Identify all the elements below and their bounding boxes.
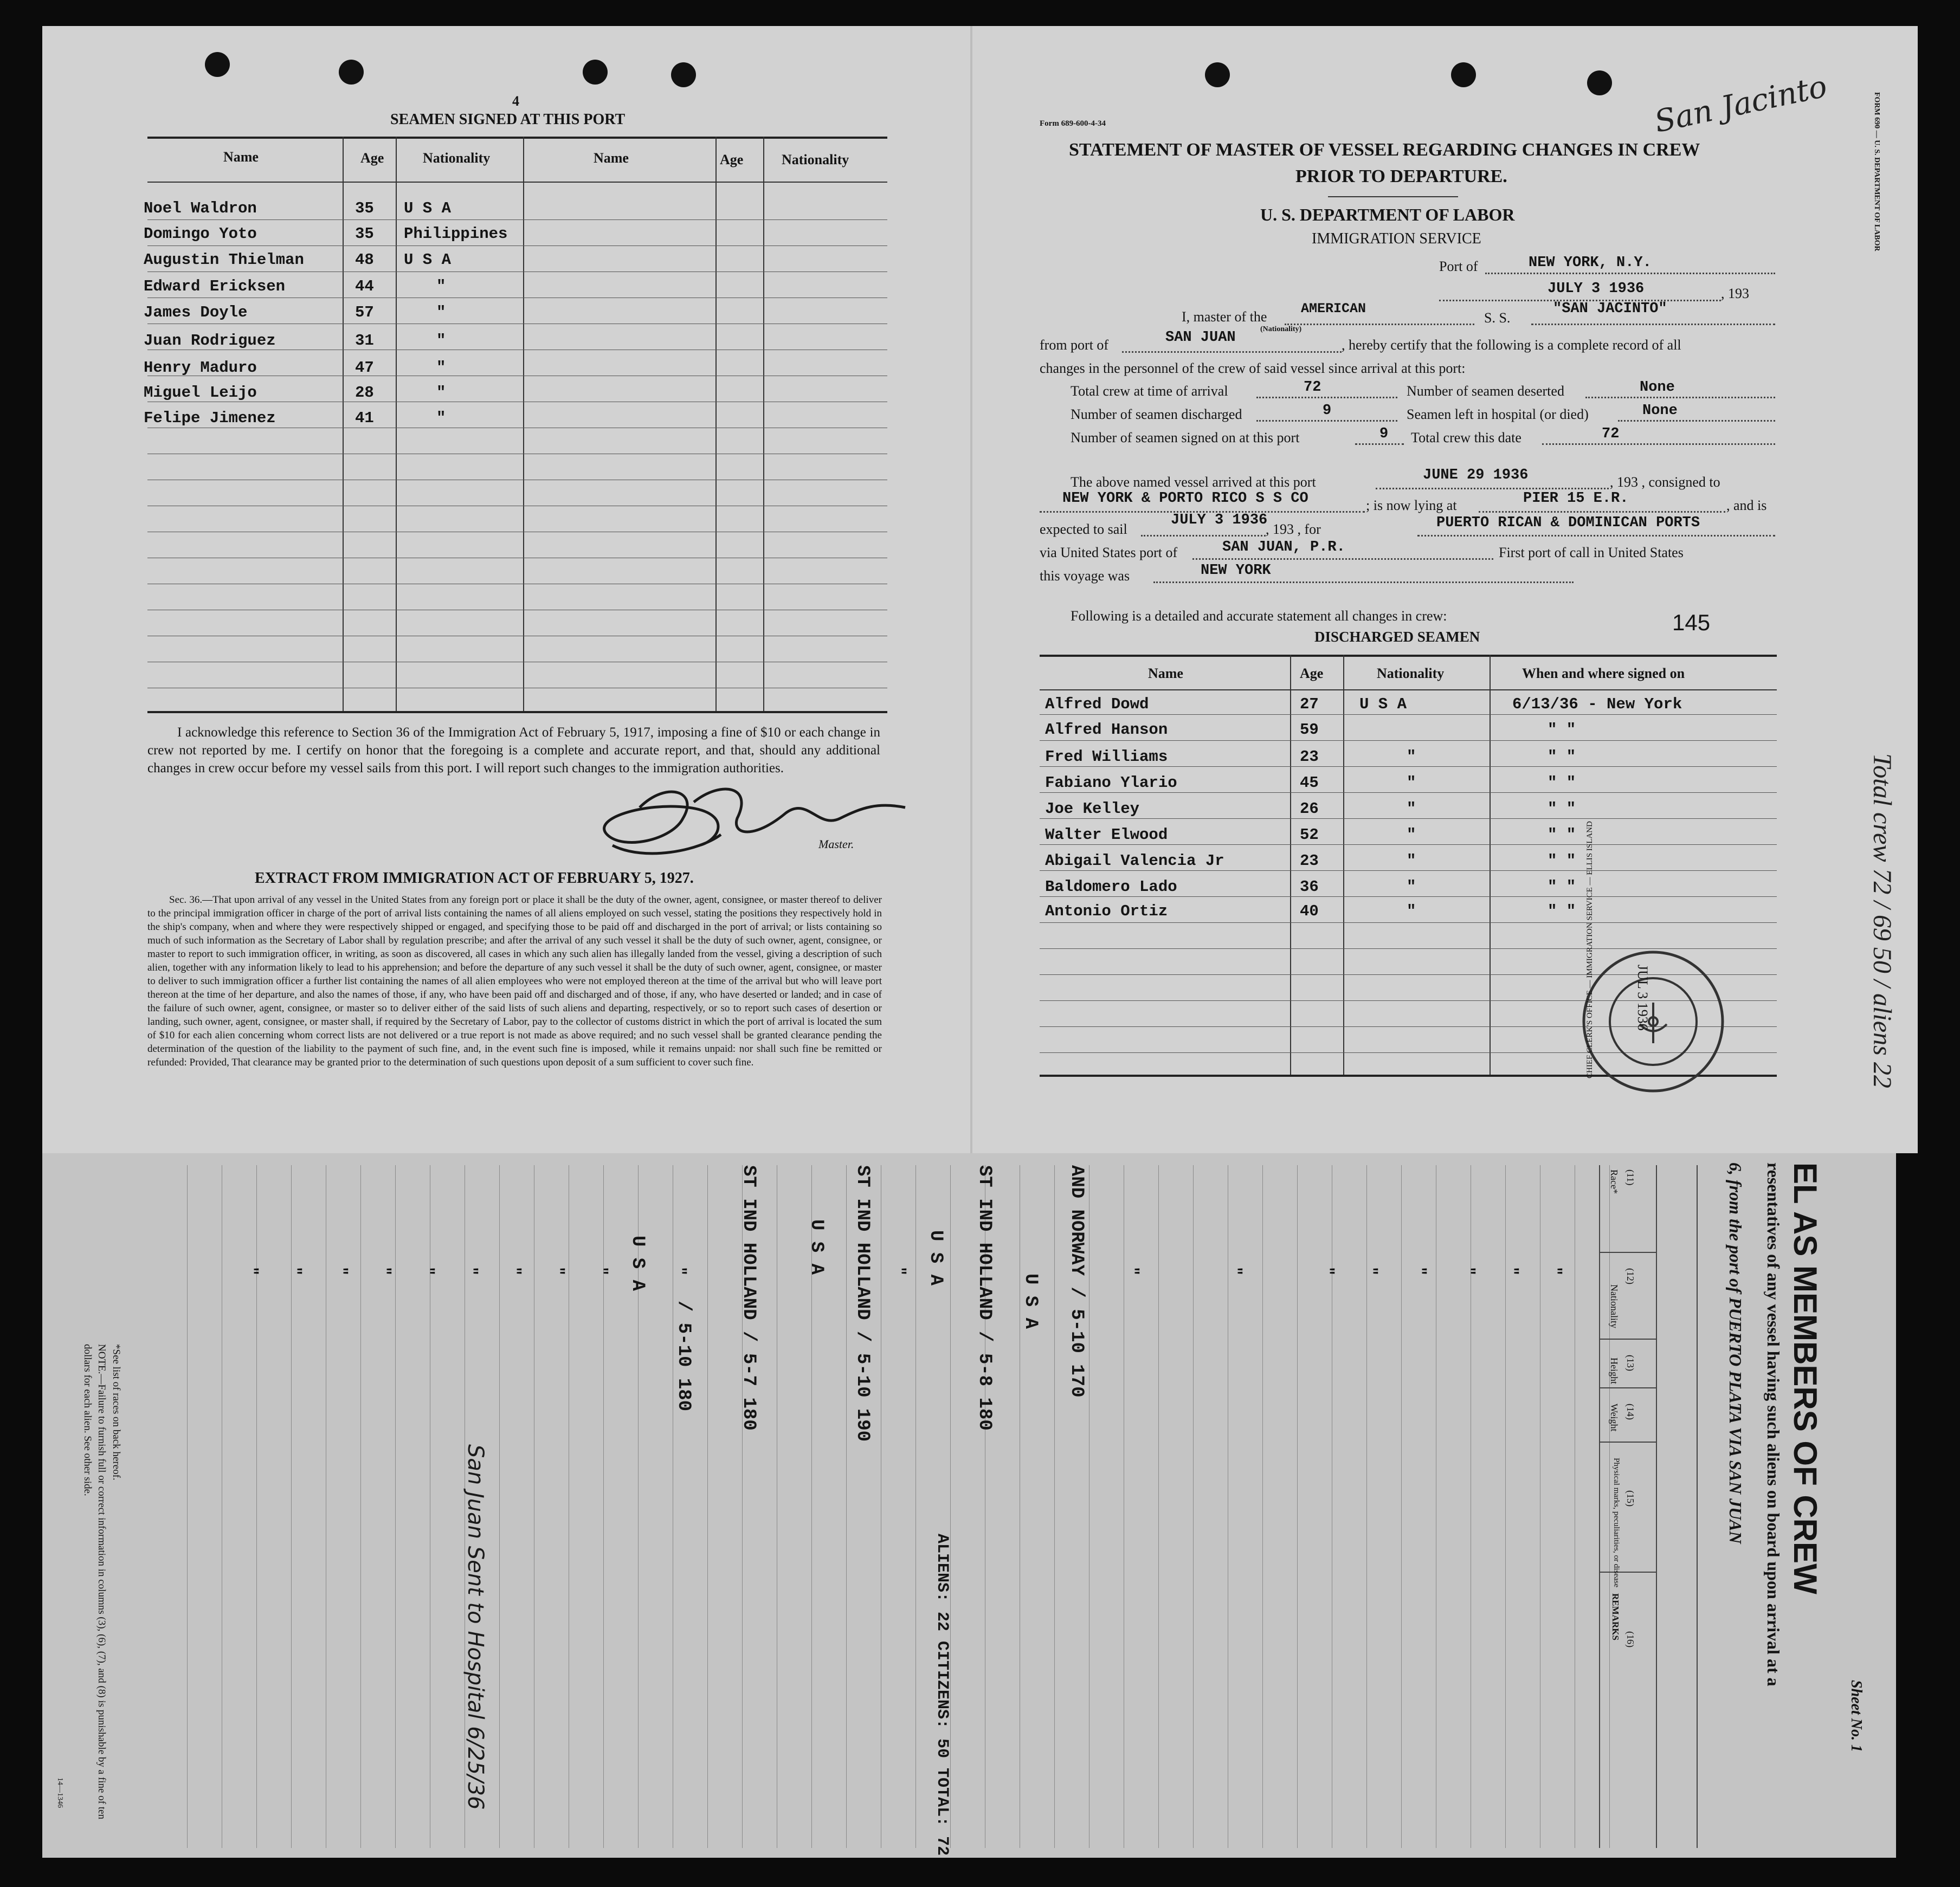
seaman-age: 26 xyxy=(1300,800,1319,818)
manifest-rule-line xyxy=(1401,1165,1402,1848)
col-number: (14) xyxy=(1625,1404,1636,1420)
seaman-name: Felipe Jimenez xyxy=(144,409,276,427)
nationality-caption: (Nationality) xyxy=(1260,325,1302,333)
manifest-header-rule xyxy=(1656,1165,1657,1848)
seaman-age: 41 xyxy=(355,409,374,427)
vessel-name: "SAN JACINTO" xyxy=(1553,301,1667,317)
seaman-signed-on: " " xyxy=(1548,748,1576,766)
ditto-mark: " xyxy=(418,1266,436,1276)
ditto-mark: " xyxy=(286,1266,303,1276)
ss-label: S. S. xyxy=(1484,310,1511,326)
arrived-label: The above named vessel arrived at this port xyxy=(1071,474,1316,490)
seaman-age: 57 xyxy=(355,303,374,321)
seaman-name: Joe Kelley xyxy=(1045,800,1140,818)
seaman-age: 52 xyxy=(1300,826,1319,844)
department-name: U. S. DEPARTMENT OF LABOR xyxy=(1260,205,1515,224)
table-rule-line xyxy=(147,245,887,246)
seaman-age: 36 xyxy=(1300,878,1319,896)
ditto-mark: " xyxy=(332,1266,349,1276)
page-number: 4 xyxy=(512,93,519,109)
from-port-value: SAN JUAN xyxy=(1165,329,1236,346)
deserted-label: Number of seamen deserted xyxy=(1407,383,1564,399)
manifest-header-rule xyxy=(1599,1339,1656,1340)
form-number: Form 689-600-4-34 xyxy=(1040,119,1106,128)
seaman-signed-on: " " xyxy=(1548,878,1576,896)
ditto-mark: " xyxy=(1318,1266,1336,1276)
seaman-nationality: Philippines xyxy=(404,225,508,243)
seaman-signed-on: " " xyxy=(1548,721,1576,739)
and-is-label: , and is xyxy=(1726,497,1767,513)
manifest-rule-line xyxy=(1158,1165,1159,1848)
seaman-nationality: " xyxy=(1407,748,1416,766)
margin-form-label: FORM 690 — U. S. DEPARTMENT OF LABOR xyxy=(1873,92,1881,251)
signed-on-label: Number of seamen signed on at this port xyxy=(1071,430,1300,445)
manifest-entry: / 5-10 180 xyxy=(673,1301,694,1412)
col-header-age: Age xyxy=(1300,665,1324,681)
master-of-label: I, master of the xyxy=(1182,309,1267,325)
discharged-value: 9 xyxy=(1323,403,1332,419)
col-title-nationality: Nationality xyxy=(1609,1284,1620,1328)
manifest-rule-line xyxy=(1054,1165,1055,1848)
consignee-value: NEW YORK & PORTO RICO S S CO xyxy=(1062,490,1308,507)
seaman-name: Miguel Leijo xyxy=(144,384,257,402)
manifest-totals: ALIENS: 22 CITIZENS: 50 TOTAL: 72 xyxy=(933,1534,951,1856)
seaman-name: Abigail Valencia Jr xyxy=(1045,852,1224,870)
col-title-race: Race* xyxy=(1609,1169,1620,1194)
manifest-rule-line xyxy=(395,1165,396,1848)
manifest-header-rule xyxy=(1599,1165,1600,1848)
seaman-signed-on: " " xyxy=(1548,826,1576,844)
manifest-rule-line xyxy=(187,1165,188,1848)
seaman-nationality: U S A xyxy=(404,199,452,217)
stamp-number: 145 xyxy=(1672,610,1711,635)
seaman-nationality: " xyxy=(436,277,446,295)
seaman-age: 40 xyxy=(1300,902,1319,920)
seaman-nationality: " xyxy=(436,359,446,377)
handwritten-margin-note: Total crew 72 / 69 50 / aliens 22 xyxy=(1868,753,1897,1088)
punch-hole xyxy=(1451,62,1476,87)
seaman-age: 31 xyxy=(355,332,374,350)
ditto-mark: " xyxy=(670,1266,688,1276)
seaman-nationality: " xyxy=(1407,878,1416,896)
manifest-entry: U S A xyxy=(627,1236,648,1291)
manifest-entry: AND NORWAY / 5-10 170 xyxy=(1066,1165,1087,1398)
footnote-races: *See list of races on back hereof. xyxy=(111,1344,122,1481)
ditto-mark: " xyxy=(549,1266,566,1276)
seaman-age: 44 xyxy=(355,277,374,295)
handwritten-vessel-name: San Jacinto xyxy=(1651,69,1830,140)
col-title-weight: Weight xyxy=(1609,1404,1620,1432)
signed-on-value: 9 xyxy=(1379,426,1389,442)
manifest-entry: U S A xyxy=(1020,1274,1041,1329)
table-rule-line xyxy=(1040,896,1777,897)
lying-label: ; is now lying at xyxy=(1366,497,1457,513)
page-fold xyxy=(970,26,972,1153)
arrived-value: JUNE 29 1936 xyxy=(1423,467,1529,483)
table-rule-line xyxy=(1040,844,1777,845)
acknowledgement-text: I acknowledge this reference to Section 36 of the Immigration Act of February 5, 1917, imposing a fine of $10 or each change in crew not reported by me. I certify on honor that the foregoing is a complete and accurate report, and that, should any additional changes in crew occur before my vessel sails from this port. I will report such changes to the immigration authorities. xyxy=(147,725,880,776)
ditto-mark: " xyxy=(1226,1266,1243,1276)
seaman-name: Noel Waldron xyxy=(144,199,257,217)
seaman-signed-on: " " xyxy=(1548,852,1576,870)
changes-text: changes in the personnel of the crew of said vessel since arrival at this port: xyxy=(1040,360,1466,376)
col-header-signed-on: When and where signed on xyxy=(1522,665,1685,681)
seaman-signed-on: " " xyxy=(1548,800,1576,818)
manifest-heading: EL AS MEMBERS OF CREW xyxy=(1787,1162,1823,1594)
punch-hole xyxy=(205,52,230,77)
seaman-name: Edward Ericksen xyxy=(144,277,286,295)
punch-hole xyxy=(583,60,608,85)
seaman-age: 28 xyxy=(355,384,374,402)
manifest-rule-line xyxy=(846,1165,847,1848)
seaman-age: 27 xyxy=(1300,695,1319,713)
punch-hole xyxy=(1205,62,1230,87)
seaman-age: 48 xyxy=(355,251,374,269)
manifest-rule-line xyxy=(360,1165,361,1848)
seaman-nationality: " xyxy=(436,409,446,427)
seaman-signed-on: " " xyxy=(1548,774,1576,792)
col-title-physical: Physical marks, peculiarities, or disease xyxy=(1612,1458,1621,1588)
seaman-name: Fabiano Ylario xyxy=(1045,774,1177,792)
stamp-date: JUL 3 1936 xyxy=(1635,965,1650,1031)
hospital-label: Seamen left in hospital (or died) xyxy=(1407,406,1589,422)
hospital-value: None xyxy=(1642,403,1678,419)
manifest-port-line: 6, from the port of PUERTO PLATA VIA SAN JUAN xyxy=(1726,1162,1745,1544)
total-crew-date-value: 72 xyxy=(1602,426,1620,442)
certify-text: , hereby certify that the following is a complete record of all xyxy=(1342,337,1681,353)
manifest-entry: ST IND HOLLAND / 5-10 190 xyxy=(852,1165,873,1442)
from-port-label: from port of xyxy=(1040,337,1109,353)
extract-text: Sec. 36.—That upon arrival of any vessel in the United States from any foreign port or place it shall be the duty of the owner, agent, consignee, or master thereof to deliver to the principal immigration officer in charge of the port of arrival lists containing the names of all aliens employed on such vessel, stating the positions they respectively hold in the ship's company, when and where they were respectively shipped or engaged, and specifying those to be paid off and discharged in the port of arrival; or lists containing so much of such information as the Secretary of Labor shall by regulation prescribe; and after the arrival of any such vessel it shall be the duty of such owner, agent, consignee, or master to report to such immigration officer, in writing, as soon as discovered, all cases in which any such alien has illegally landed from the vessel, giving a description of such alien, together with any information likely to lead to his apprehension; and before the departure of any such vessel it shall be the duty of such owner, agent, consignee, or master to deliver to such immigration officer a further list containing the names of all alien employees who were not employed thereon at the time of the arrival but who will leave port thereon at the time of her departure, and also the names of those, if any, who have been paid off and discharged and of those, if any, who have deserted or landed; and in case of the failure of such owner, agent, consignee, or master so to deliver either of the said lists of such aliens and departing, respectively, or so to report such cases of desertion or landing, such owner, agent, consignee, or master shall, if required by the Secretary of Labor, pay to the collector of customs district in which the port of arrival is located the sum of $10 for each alien concerning whom correct lists are not delivered or a true report is not made as above required; and no such vessel shall be granted clearance pending the determination of the question of the liability to the payment of such fine, and, in the event such fine is imposed, while it remains unpaid: nor shall such fine be remitted or refunded: Provided, That clearance may be granted prior to the determination of such questions upon deposit of a sum sufficient to cover such fine. xyxy=(147,894,882,1068)
col-header-nationality-2: Nationality xyxy=(782,152,849,167)
voyage-value: NEW YORK xyxy=(1201,563,1271,579)
master-signature xyxy=(558,770,911,867)
form-code: 14—1346 xyxy=(56,1778,64,1808)
table-rule-line xyxy=(1040,922,1777,923)
manifest-header-rule xyxy=(1599,1387,1656,1388)
seaman-name: Domingo Yoto xyxy=(144,225,257,243)
table-rule-line xyxy=(1040,792,1777,793)
ditto-mark: " xyxy=(1546,1266,1563,1276)
seaman-nationality: " xyxy=(1407,800,1416,818)
for-value: PUERTO RICAN & DOMINICAN PORTS xyxy=(1436,515,1700,531)
punch-hole xyxy=(671,62,696,87)
manifest-rule-line xyxy=(1609,1165,1610,1848)
manifest-header-rule xyxy=(1599,1252,1656,1253)
table-rule-line xyxy=(147,219,887,220)
seaman-nationality: U S A xyxy=(1359,695,1407,713)
table-rule-line xyxy=(1040,870,1777,871)
manifest-header-rule xyxy=(1599,1442,1656,1443)
ditto-mark: " xyxy=(505,1266,523,1276)
discharged-label: Number of seamen discharged xyxy=(1071,406,1242,422)
seaman-age: 47 xyxy=(355,359,374,377)
col-number: (12) xyxy=(1625,1268,1636,1284)
col-title-height: Height xyxy=(1609,1358,1620,1384)
via-value: SAN JUAN, P.R. xyxy=(1222,539,1345,555)
seaman-nationality: " xyxy=(436,332,446,350)
seaman-name: Augustin Thielman xyxy=(144,251,304,269)
manifest-sheet-no: Sheet No. 1 xyxy=(1848,1680,1865,1752)
seaman-name: Walter Elwood xyxy=(1045,826,1168,844)
seaman-name: Henry Maduro xyxy=(144,359,257,377)
footnote-penalty: NOTE.—Failure to furnish full or correct information in columns (3), (6), (7), and (8) is punishable by a fine of ten dollars for each alien. See other side. xyxy=(82,1344,107,1819)
col-header-age-2: Age xyxy=(720,152,744,167)
seaman-age: 23 xyxy=(1300,748,1319,766)
col-header-nationality: Nationality xyxy=(1377,665,1445,681)
manifest-rule-line xyxy=(499,1165,500,1848)
lying-value: PIER 15 E.R. xyxy=(1523,490,1629,507)
seaman-name: Alfred Hanson xyxy=(1045,721,1168,739)
manifest-rule-line xyxy=(1193,1165,1194,1848)
manifest-header-rule xyxy=(1599,1572,1656,1573)
date-value: JULY 3 1936 xyxy=(1548,281,1645,297)
manifest-header-rule xyxy=(1697,1165,1698,1848)
signed-seamen-title: SEAMEN SIGNED AT THIS PORT xyxy=(390,111,626,128)
seaman-signed-on: " " xyxy=(1548,902,1576,920)
col-number: (16) xyxy=(1625,1631,1636,1647)
seaman-name: Alfred Dowd xyxy=(1045,695,1149,713)
ditto-mark: " xyxy=(1123,1266,1140,1276)
manifest-entry: ST IND HOLLAND / 5-7 180 xyxy=(738,1165,759,1431)
form-title-line1: STATEMENT OF MASTER OF VESSEL REGARDING CHANGES IN CREW xyxy=(1069,140,1700,160)
total-crew-arrival-value: 72 xyxy=(1304,379,1321,396)
seaman-signed-on: 6/13/36 - New York xyxy=(1512,695,1682,713)
manifest-entry: ST IND HOLLAND / 5-8 180 xyxy=(974,1165,995,1431)
col-title-remarks: REMARKS xyxy=(1610,1593,1621,1640)
total-crew-date-label: Total crew this date xyxy=(1411,430,1521,445)
expected-label: expected to sail xyxy=(1040,521,1127,537)
seaman-nationality: " xyxy=(1407,902,1416,920)
ditto-mark: " xyxy=(242,1266,260,1276)
seaman-age: 23 xyxy=(1300,852,1319,870)
seaman-nationality: U S A xyxy=(404,251,452,269)
port-of-value: NEW YORK, N.Y. xyxy=(1529,255,1652,271)
table-rule-line xyxy=(1040,766,1777,767)
seaman-age: 59 xyxy=(1300,721,1319,739)
ditto-mark: " xyxy=(1410,1266,1428,1276)
seaman-name: Juan Rodriguez xyxy=(144,332,276,350)
ditto-mark: " xyxy=(592,1266,609,1276)
consigned-label: , 193 , consigned to xyxy=(1610,474,1720,490)
expected-value: JULY 3 1936 xyxy=(1171,512,1268,528)
col-number: (13) xyxy=(1625,1355,1636,1371)
via-label: via United States port of xyxy=(1040,545,1178,560)
following-text: Following is a detailed and accurate statement all changes in crew: xyxy=(1071,608,1447,624)
ditto-mark: " xyxy=(1362,1266,1379,1276)
col-header-age: Age xyxy=(360,150,384,166)
ditto-mark: " xyxy=(890,1266,907,1276)
col-header-name: Name xyxy=(1148,665,1183,681)
col-header-name-2: Name xyxy=(594,150,629,166)
port-of-label: Port of xyxy=(1439,259,1478,274)
col-number: (15) xyxy=(1625,1490,1636,1507)
first-port-label: First port of call in United States xyxy=(1499,545,1684,560)
col-header-nationality: Nationality xyxy=(423,150,491,166)
manifest-rule-line xyxy=(1297,1165,1298,1848)
discharged-seamen-title: DISCHARGED SEAMEN xyxy=(1314,629,1480,645)
manifest-rule-line xyxy=(915,1165,916,1848)
handwritten-hospital-note: San Juan Sent to Hospital 6/25/36 xyxy=(463,1444,488,1810)
manifest-rule-line xyxy=(1262,1165,1263,1848)
seaman-nationality: " xyxy=(436,384,446,402)
table-rule-line xyxy=(1040,714,1777,715)
manifest-entry: U S A xyxy=(806,1219,827,1275)
seaman-nationality: " xyxy=(436,303,446,321)
punch-hole xyxy=(339,60,364,85)
master-label: Master. xyxy=(818,837,854,851)
total-crew-arrival-label: Total crew at time of arrival xyxy=(1071,383,1228,399)
seaman-age: 45 xyxy=(1300,774,1319,792)
deserted-value: None xyxy=(1640,379,1675,396)
ditto-mark: " xyxy=(462,1266,479,1276)
seaman-age: 35 xyxy=(355,199,374,217)
seaman-name: Baldomero Lado xyxy=(1045,878,1177,896)
ditto-mark: " xyxy=(1459,1266,1477,1276)
seaman-name: James Doyle xyxy=(144,303,248,321)
table-rule-line xyxy=(1040,740,1777,741)
seaman-nationality: " xyxy=(1407,852,1416,870)
punch-hole xyxy=(1587,70,1612,95)
ditto-mark: " xyxy=(375,1266,392,1276)
seaman-nationality: " xyxy=(1407,774,1416,792)
stamp-text: CHIEF CLERK'S OFFICE — IMMIGRATION SERVICE — ELLIS ISLAND xyxy=(1585,821,1594,1078)
form-title-line2: PRIOR TO DEPARTURE. xyxy=(1295,166,1507,186)
seaman-name: Antonio Ortiz xyxy=(1045,902,1168,920)
table-rule-line xyxy=(1040,818,1777,819)
manifest-rule-line xyxy=(707,1165,708,1848)
for-label: , 193 , for xyxy=(1266,521,1321,537)
extract-title: EXTRACT FROM IMMIGRATION ACT OF FEBRUARY 5, 1927. xyxy=(255,870,694,887)
col-header-name: Name xyxy=(223,149,259,165)
manifest-subheading: resentatives of any vessel having such aliens on board upon arrival at a xyxy=(1764,1162,1783,1686)
manifest-entry: U S A xyxy=(925,1230,946,1286)
col-number: (11) xyxy=(1625,1169,1636,1186)
voyage-label: this voyage was xyxy=(1040,568,1130,584)
seaman-nationality: " xyxy=(1407,826,1416,844)
seaman-age: 35 xyxy=(355,225,374,243)
year-suffix: , 193 xyxy=(1721,286,1749,301)
seaman-name: Fred Williams xyxy=(1045,748,1168,766)
service-name: IMMIGRATION SERVICE xyxy=(1312,230,1481,247)
ditto-mark: " xyxy=(1503,1266,1520,1276)
nationality-value: AMERICAN xyxy=(1301,301,1366,316)
